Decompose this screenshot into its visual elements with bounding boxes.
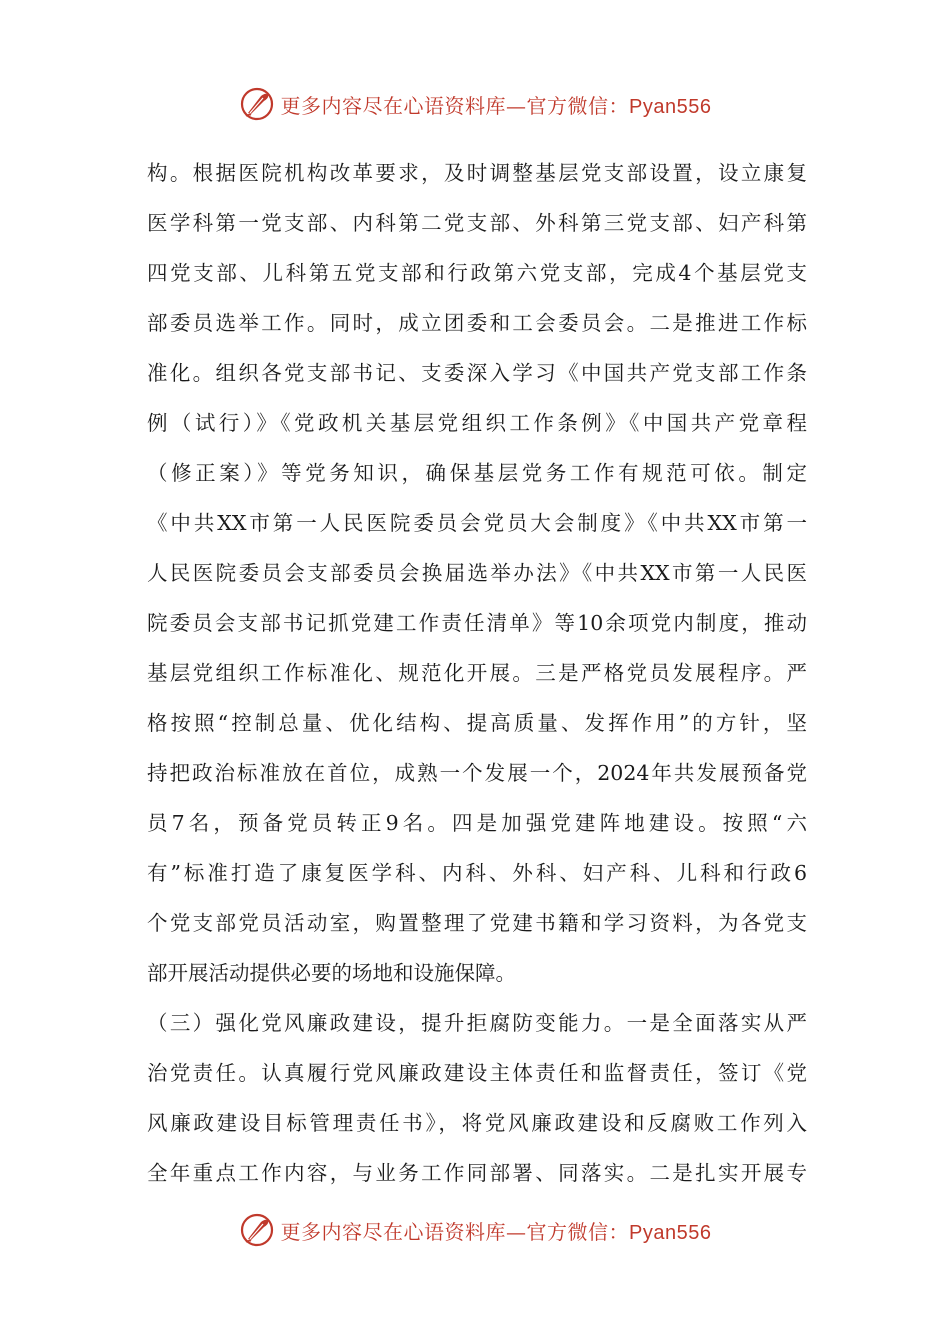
body-line: 院委员会支部书记抓党建工作责任清单》等10余项党内制度，推动 <box>147 611 807 635</box>
body-line: 风廉政建设目标管理责任书》，将党风廉政建设和反腐败工作列入 <box>147 1111 807 1135</box>
watermark-brand: 更多内容尽在心语资料库 <box>280 1219 507 1244</box>
footer-watermark <box>0 1208 950 1252</box>
body-line: 个党支部党员活动室，购置整理了党建书籍和学习资料，为各党支 <box>147 911 807 935</box>
body-line: 《中共XX市第一人民医院委员会党员大会制度》《中共XX市第一 <box>147 511 807 535</box>
body-line: 例（试行）》《党政机关基层党组织工作条例》《中国共产党章程 <box>147 411 807 435</box>
watermark-brand: 更多内容尽在心语资料库 <box>280 93 507 118</box>
section-heading-line: （三）强化党风廉政建设，提升拒腐防变能力。一是全面落实从严 <box>147 1011 807 1035</box>
watermark-separator: — <box>506 93 527 118</box>
body-line: 有”标准打造了康复医学科、内科、外科、妇产科、儿科和行政6 <box>147 861 807 885</box>
watermark-text <box>281 90 712 119</box>
quill-pen-logo-icon <box>239 1212 275 1248</box>
document-body <box>147 148 807 1198</box>
body-line: 全年重点工作内容，与业务工作同部署、同落实。二是扎实开展专 <box>147 1161 807 1185</box>
body-line: 构。根据医院机构改革要求，及时调整基层党支部设置，设立康复 <box>147 161 807 185</box>
body-line: 四党支部、儿科第五党支部和行政第六党支部，完成4个基层党支 <box>147 261 807 285</box>
header-watermark <box>0 82 950 126</box>
watermark-wechat-label: 官方微信： <box>526 93 630 118</box>
body-line: 部开展活动提供必要的场地和设施保障。 <box>147 961 516 985</box>
body-line: 医学科第一党支部、内科第二党支部、外科第三党支部、妇产科第 <box>147 211 807 235</box>
watermark-separator: — <box>506 1219 527 1244</box>
body-line: 治党责任。认真履行党风廉政建设主体责任和监督责任，签订《党 <box>147 1061 807 1085</box>
watermark-wechat-id: Pyan556 <box>629 1221 712 1244</box>
body-line: 持把政治标准放在首位，成熟一个发展一个，2024年共发展预备党 <box>147 761 807 785</box>
watermark-wechat-label: 官方微信： <box>526 1219 630 1244</box>
body-line: 格按照“控制总量、优化结构、提高质量、发挥作用”的方针，坚 <box>147 711 807 735</box>
body-line: 部委员选举工作。同时，成立团委和工会委员会。二是推进工作标 <box>147 311 807 335</box>
watermark-wechat-id: Pyan556 <box>629 95 712 118</box>
body-line: 准化。组织各党支部书记、支委深入学习《中国共产党支部工作条 <box>147 361 807 385</box>
body-line: 基层党组织工作标准化、规范化开展。三是严格党员发展程序。严 <box>147 661 807 685</box>
quill-pen-logo-icon <box>239 86 275 122</box>
body-line: 员7名，预备党员转正9名。四是加强党建阵地建设。按照“六 <box>147 811 807 835</box>
body-line: （修正案）》等党务知识，确保基层党务工作有规范可依。制定 <box>147 461 807 485</box>
watermark-text <box>281 1216 712 1245</box>
body-line: 人民医院委员会支部委员会换届选举办法》《中共XX市第一人民医 <box>147 561 807 585</box>
